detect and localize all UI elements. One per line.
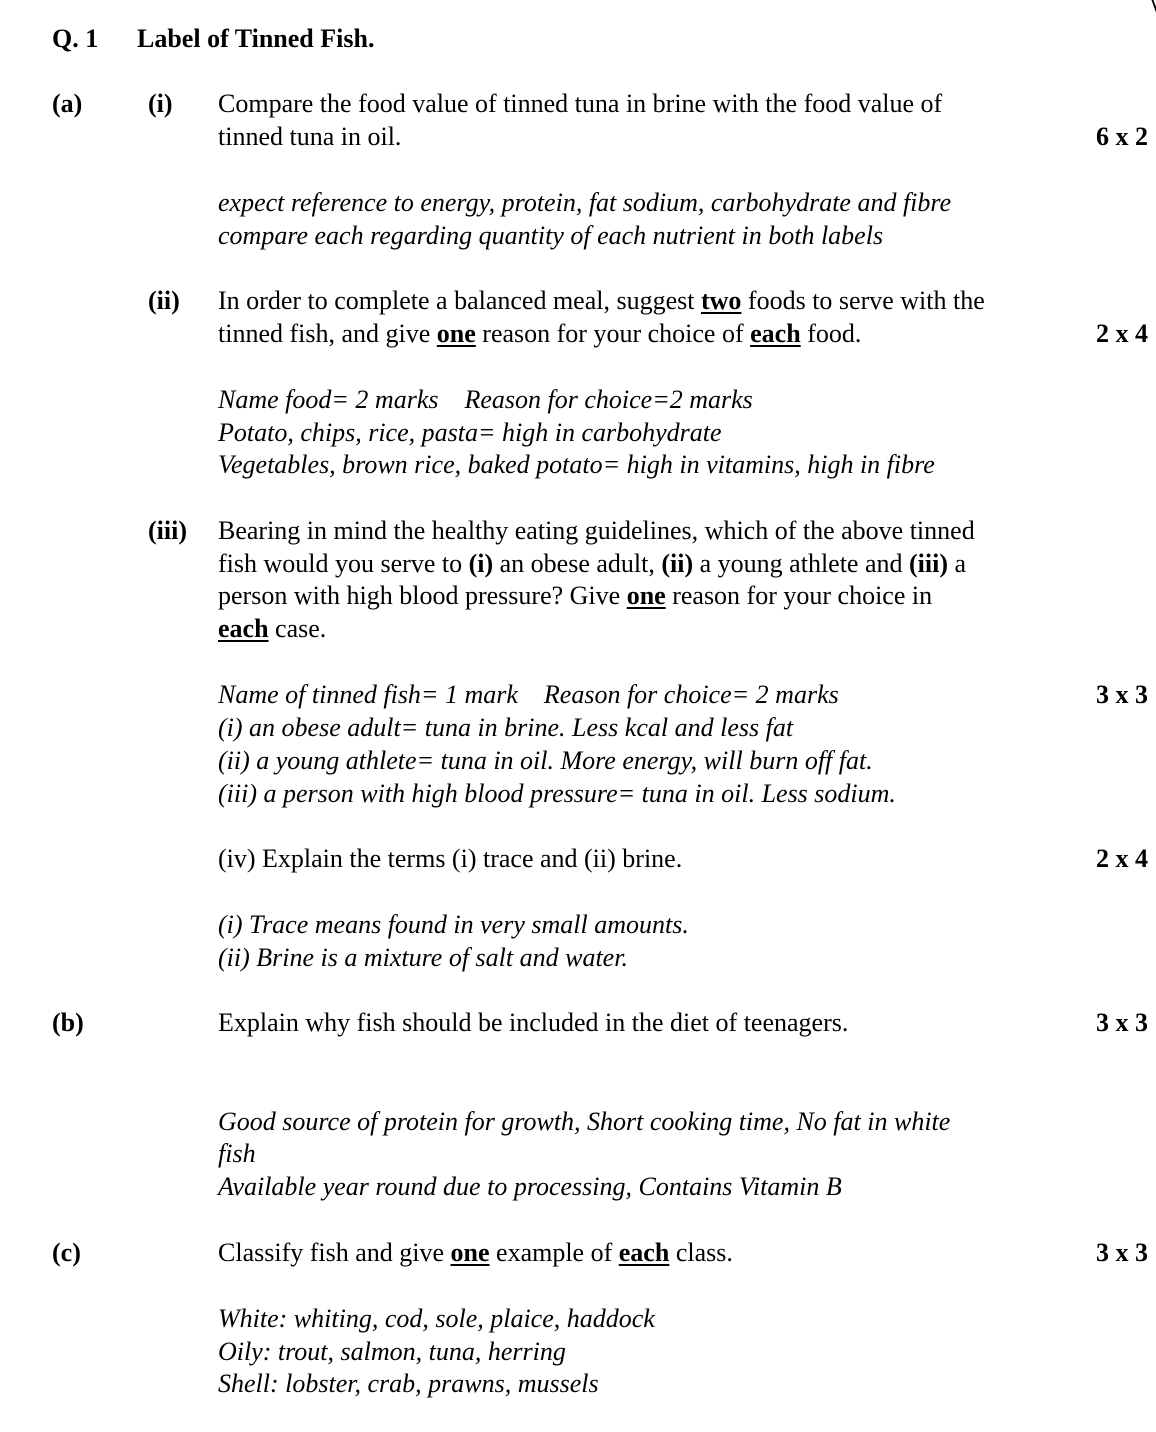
- sub-iv-answer-line1: (i) Trace means found in very small amounts.: [218, 910, 689, 939]
- sub-i-label: (i): [148, 89, 173, 118]
- part-c-answer-line3: Shell: lobster, crab, prawns, mussels: [218, 1369, 599, 1398]
- sub-iii-answer-line1: Name of tinned fish= 1 mark Reason for choice= 2 marks: [218, 680, 839, 709]
- sub-i-answer-line2: compare each regarding quantity of each nutrient in both labels: [218, 221, 884, 250]
- part-c-answer-line1: White: whiting, cod, sole, plaice, haddock: [218, 1304, 655, 1333]
- sub-ii-question-line1: In order to complete a balanced meal, suggest two foods to serve with the: [218, 286, 985, 315]
- sub-iii-question-line1: Bearing in mind the healthy eating guidelines, which of the above tinned: [218, 516, 975, 545]
- sub-ii-answer-line3: Vegetables, brown rice, baked potato= high in vitamins, high in fibre: [218, 450, 935, 479]
- sub-iv-marks: 2 x 4: [1096, 844, 1148, 873]
- part-c-label: (c): [52, 1238, 81, 1267]
- part-b-answer-line3: Available year round due to processing, Contains Vitamin B: [218, 1172, 842, 1201]
- corner-mark: [1143, 0, 1156, 14]
- sub-ii-label: (ii): [148, 286, 180, 315]
- question-title: Label of Tinned Fish.: [137, 24, 375, 53]
- part-c-marks: 3 x 3: [1096, 1238, 1148, 1267]
- question-number: Q. 1: [52, 24, 99, 53]
- part-b-marks: 3 x 3: [1096, 1008, 1148, 1037]
- part-c-question: Classify fish and give one example of each class.: [218, 1238, 733, 1267]
- sub-i-question-line1: Compare the food value of tinned tuna in brine with the food value of: [218, 89, 943, 118]
- part-b-answer-line1: Good source of protein for growth, Short cooking time, No fat in white: [218, 1107, 951, 1136]
- sub-iv-question: (iv) Explain the terms (i) trace and (ii) brine.: [218, 844, 683, 873]
- part-b-answer-line2: fish: [218, 1139, 256, 1168]
- part-b-question: Explain why fish should be included in the diet of teenagers.: [218, 1008, 849, 1037]
- part-a-label: (a): [52, 89, 83, 118]
- sub-iii-label: (iii): [148, 516, 187, 545]
- sub-iii-answer-line4: (iii) a person with high blood pressure= tuna in oil. Less sodium.: [218, 779, 896, 808]
- sub-ii-question-line2: tinned fish, and give one reason for your choice of each food.: [218, 319, 862, 348]
- sub-iii-answer-line3: (ii) a young athlete= tuna in oil. More energy, will burn off fat.: [218, 746, 873, 775]
- sub-i-answer-line1: expect reference to energy, protein, fat sodium, carbohydrate and fibre: [218, 188, 952, 217]
- sub-ii-answer-line2: Potato, chips, rice, pasta= high in carbohydrate: [218, 418, 722, 447]
- sub-i-marks: 6 x 2: [1096, 122, 1148, 151]
- sub-ii-marks: 2 x 4: [1096, 319, 1148, 348]
- sub-iv-answer-line2: (ii) Brine is a mixture of salt and water.: [218, 943, 628, 972]
- sub-iii-answer-line2: (i) an obese adult= tuna in brine. Less kcal and less fat: [218, 713, 794, 742]
- sub-ii-answer-line1: Name food= 2 marks Reason for choice=2 marks: [218, 385, 753, 414]
- sub-iii-question-line4: each case.: [218, 614, 327, 643]
- part-c-answer-line2: Oily: trout, salmon, tuna, herring: [218, 1337, 566, 1366]
- sub-iii-marks: 3 x 3: [1096, 680, 1148, 709]
- sub-iii-question-line3: person with high blood pressure? Give one reason for your choice in: [218, 581, 933, 610]
- sub-i-question-line2: tinned tuna in oil.: [218, 122, 402, 151]
- part-b-label: (b): [52, 1008, 84, 1037]
- sub-iii-question-line2: fish would you serve to (i) an obese adult, (ii) a young athlete and (iii) a: [218, 549, 967, 578]
